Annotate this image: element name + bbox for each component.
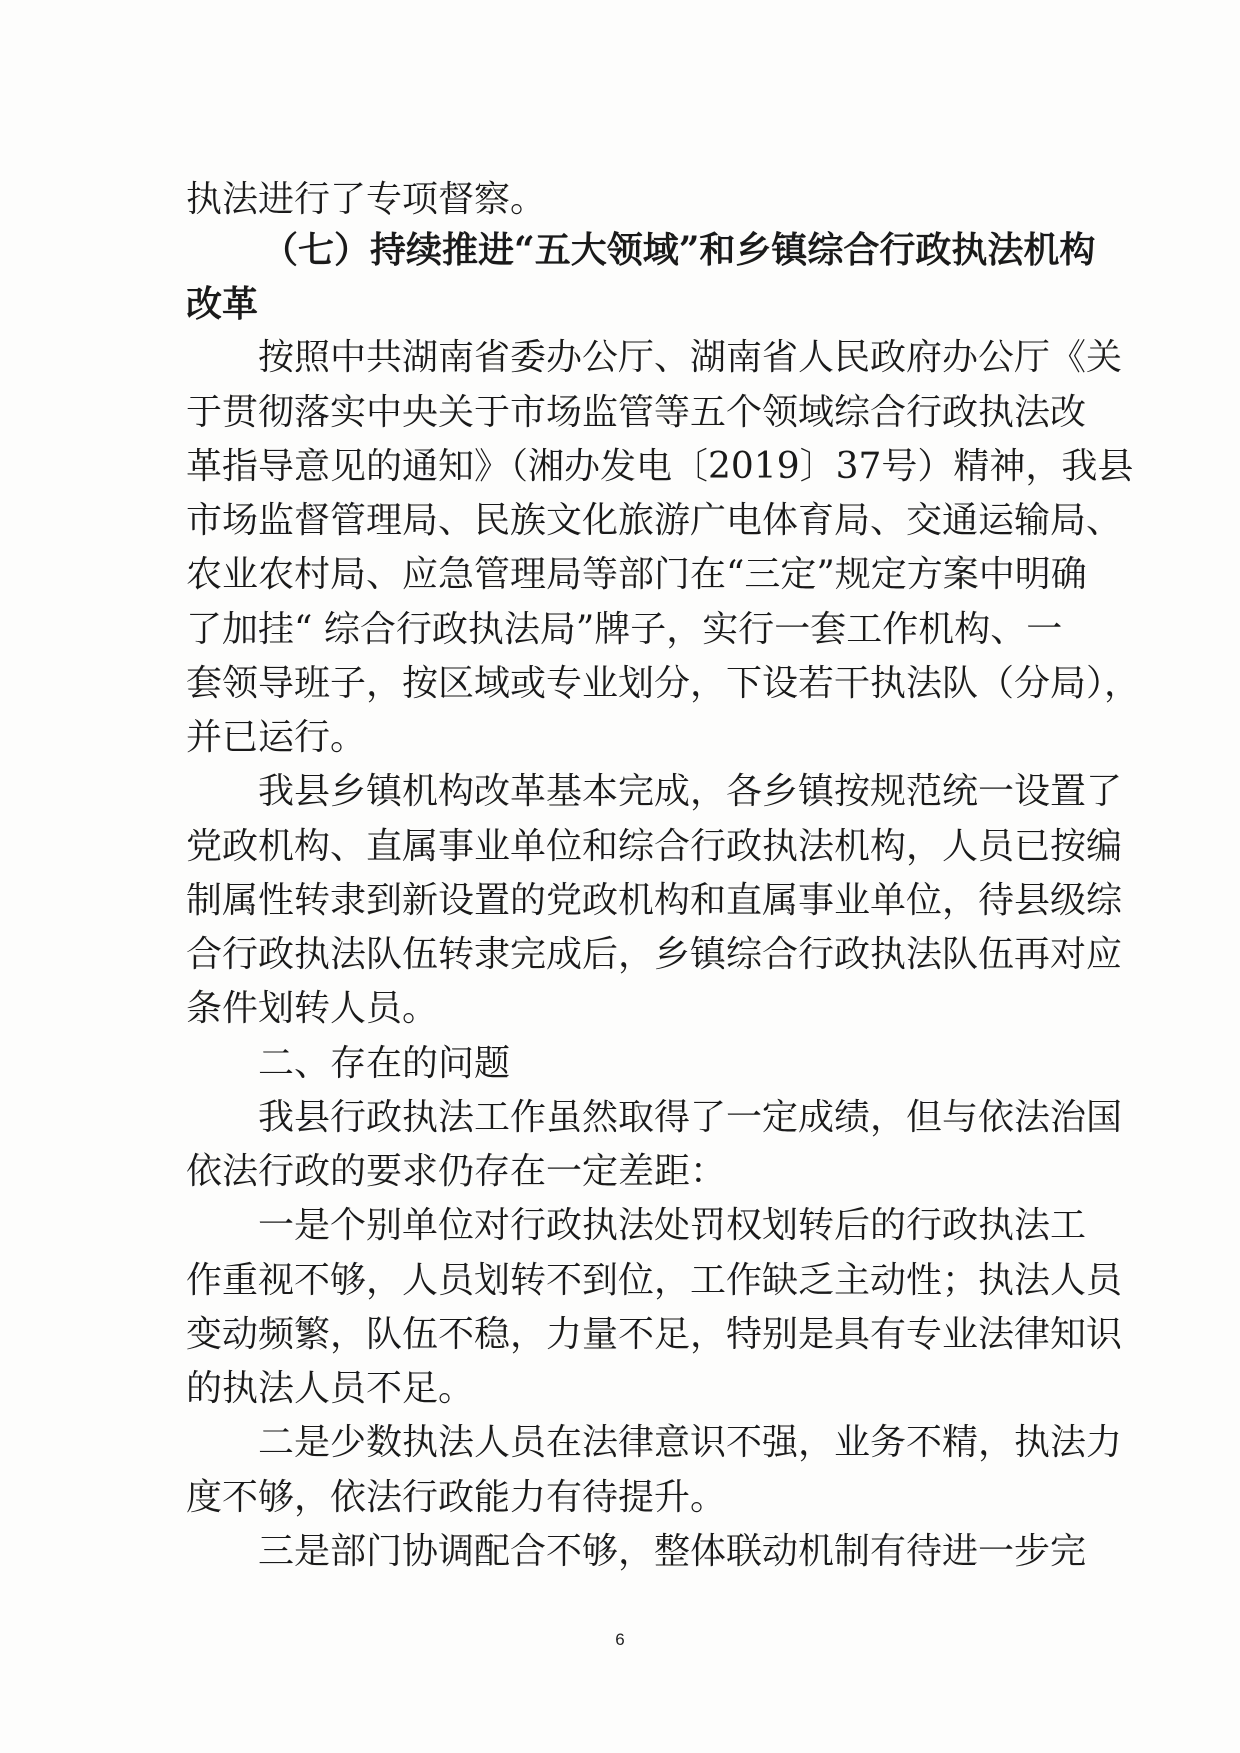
paragraph-line: 执法进行了专项督察。 (186, 179, 547, 220)
paragraph-line: 度不够，依法行政能力有待提升。 (186, 1477, 727, 1518)
paragraph-line: 条件划转人员。 (186, 988, 439, 1029)
paragraph-line: 党政机构、直属事业单位和综合行政执法机构，人员已按编 (186, 826, 1123, 867)
section-heading-continued: 改革 (186, 283, 259, 325)
section-heading: 二、存在的问题 (258, 1043, 511, 1084)
section-heading: （七）持续推进“五大领域”和乡镇综合行政执法机构 (262, 229, 1096, 271)
paragraph-line: 一是个别单位对行政执法处罚权划转后的行政执法工 (258, 1205, 1087, 1246)
paragraph-line: 三是部门协调配合不够，整体联动机制有待进一步完 (258, 1531, 1087, 1572)
paragraph-line: 按照中共湖南省委办公厅、湖南省人民政府办公厅《关 (258, 337, 1123, 378)
paragraph-line: 了加挂“ 综合行政执法局”牌子，实行一套工作机构、一 (186, 609, 1063, 650)
paragraph-line: 作重视不够，人员划转不到位，工作缺乏主动性；执法人员 (186, 1260, 1123, 1301)
paragraph-line: 我县行政执法工作虽然取得了一定成绩，但与依法治国 (258, 1097, 1123, 1138)
paragraph-line: 二是少数执法人员在法律意识不强，业务不精，执法力 (258, 1422, 1123, 1463)
paragraph-line: 制属性转隶到新设置的党政机构和直属事业单位，待县级综 (186, 880, 1123, 921)
paragraph-line: 于贯彻落实中央关于市场监管等五个领域综合行政执法改 (186, 392, 1087, 433)
paragraph-line: 农业农村局、应急管理局等部门在“三定”规定方案中明确 (186, 554, 1087, 595)
paragraph-line: 套领导班子，按区域或专业划分，下设若干执法队（分局）， (186, 663, 1141, 704)
paragraph-line: 市场监督管理局、民族文化旅游广电体育局、交通运输局、 (186, 500, 1123, 541)
page-number: 6 (615, 1630, 625, 1649)
paragraph-line: 合行政执法队伍转隶完成后，乡镇综合行政执法队伍再对应 (186, 934, 1123, 975)
paragraph-line: 我县乡镇机构改革基本完成，各乡镇按规范统一设置了 (258, 771, 1123, 812)
paragraph-line: 并已运行。 (186, 717, 367, 758)
paragraph-line: 的执法人员不足。 (186, 1368, 475, 1409)
paragraph-line: 革指导意见的通知》（湘办发电〔2019〕37号）精神，我县 (186, 446, 1134, 487)
paragraph-line: 变动频繁，队伍不稳，力量不足，特别是具有专业法律知识 (186, 1314, 1123, 1355)
paragraph-line: 依法行政的要求仍存在一定差距： (186, 1151, 727, 1192)
